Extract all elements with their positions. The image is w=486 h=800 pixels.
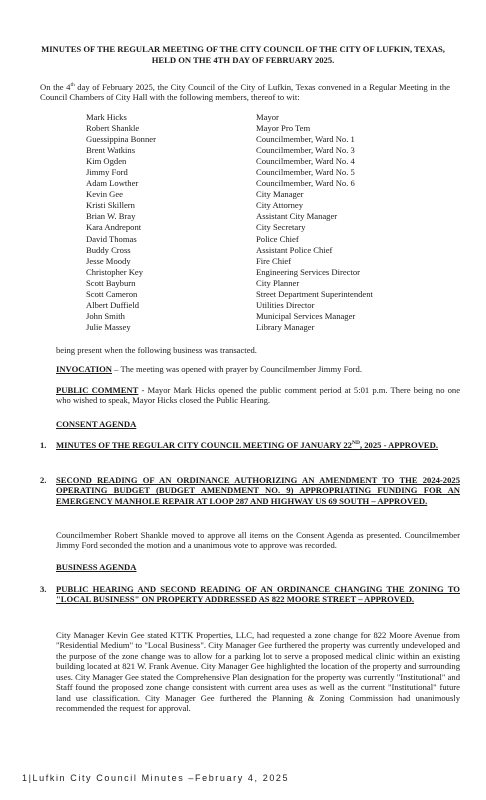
member-role: Councilmember, Ward No. 5 <box>256 167 355 178</box>
roster-row <box>86 123 466 134</box>
item-title: PUBLIC HEARING AND SECOND READING OF AN ORDINANCE CHANGING THE ZONING TO "LOCAL BUSINESS" ON PROPERTY ADDRESSED AS 822 MOORE STREET – APPROVED. <box>56 584 460 605</box>
member-name: Christopher Key <box>86 266 144 277</box>
roster-row <box>86 289 466 300</box>
item-3-discussion-paragraph: City Manager Kevin Gee stated KTTK Properties, LLC, had requested a zone change for 822 Moore Avenue from "Residential Medium" to "Local Business". City Manager Gee furthered the property was currently undeveloped and the purpose of the zone change was to allow for a parking lot to serve a proposed medical clinic within an existing building located at 821 W. Frank Avenue. City Manager Gee highlighted the location of the property and surrounding uses. City Manager Gee stated the Comprehensive Plan designation for the property was currently "Institutional" and Staff found the proposed zone change consistent with current area uses as well as the current "Institutional" future land use classification. City Manager Gee furthered the Planning & Zoning Commission had unanimously recommended the request for approval. <box>56 630 460 714</box>
roster-row <box>86 167 466 178</box>
member-role: Library Manager <box>256 321 315 332</box>
member-role: Assistant City Manager <box>256 211 338 222</box>
roster-row <box>86 156 466 167</box>
member-name: Scott Cameron <box>86 288 138 299</box>
member-role: Councilmember, Ward No. 4 <box>256 156 355 167</box>
member-name: Robert Shankle <box>86 123 140 134</box>
item-title: SECOND READING OF AN ORDINANCE AUTHORIZING AN AMENDMENT TO THE 2024-2025 OPERATING BUDGET (BUDGET AMENDMENT NO. 9) APPROPRIATING FUNDING FOR AN EMERGENCY MANHOLE REPAIR AT LOOP 287 AND HIGHWAY US 69 SOUTH – APPROVED. <box>56 475 460 506</box>
member-role: Councilmember, Ward No. 3 <box>256 145 355 156</box>
consent-agenda-heading: CONSENT AGENDA <box>56 419 137 429</box>
member-role: Utilities Director <box>256 299 315 310</box>
public-comment-label: PUBLIC COMMENT <box>56 385 139 395</box>
roster-row <box>86 300 466 311</box>
item-number: 1. <box>40 440 47 450</box>
roster-row <box>86 178 466 189</box>
roster-row <box>86 278 466 289</box>
attendance-roster <box>86 112 466 333</box>
member-name: Guessippina Bonner <box>86 134 156 145</box>
member-name: Jimmy Ford <box>86 167 128 178</box>
member-name: John Smith <box>86 310 125 321</box>
member-role: Fire Chief <box>256 255 292 266</box>
roster-row <box>86 189 466 200</box>
member-role: Assistant Police Chief <box>256 244 333 255</box>
agenda-item-1 <box>40 440 460 450</box>
member-name: Albert Duffield <box>86 299 140 310</box>
member-role: Mayor Pro Tem <box>256 123 311 134</box>
member-name: Kevin Gee <box>86 189 123 200</box>
member-name: Brent Watkins <box>86 145 136 156</box>
member-name: Kim Ogden <box>86 156 127 167</box>
member-role: City Planner <box>256 277 300 288</box>
business-agenda-heading: BUSINESS AGENDA <box>56 562 137 572</box>
agenda-item-2 <box>40 475 460 506</box>
roster-row <box>86 234 466 245</box>
member-name: Jesse Moody <box>86 255 131 266</box>
member-name: Buddy Cross <box>86 244 131 255</box>
roster-row <box>86 256 466 267</box>
member-role: City Manager <box>256 189 304 200</box>
member-name: Mark Hicks <box>86 112 127 122</box>
being-present-text: being present when the following business was transacted. <box>56 345 257 355</box>
roster-row <box>86 311 466 322</box>
minutes-title: MINUTES OF THE REGULAR MEETING OF THE CITY COUNCIL OF THE CITY OF LUFKIN, TEXAS, HELD ON THE 4TH DAY OF FEBRUARY 2025. <box>41 44 445 66</box>
item-number: 2. <box>40 475 47 485</box>
member-name: David Thomas <box>86 233 137 244</box>
public-comment-paragraph: PUBLIC COMMENT - Mayor Mark Hicks opened the public comment period at 5:01 p.m. There being no one who wished to speak, Mayor Hicks closed the Public Hearing. <box>56 385 461 406</box>
member-name: Scott Bayburn <box>86 277 136 288</box>
page-footer: 1|Lufkin City Council Minutes –February 4, 2025 <box>22 773 290 783</box>
invocation-paragraph: INVOCATION – The meeting was opened with prayer by Councilmember Jimmy Ford. <box>56 364 362 374</box>
member-name: Julie Massey <box>86 321 131 332</box>
item-number: 3. <box>40 584 47 594</box>
member-role: Municipal Services Manager <box>256 310 356 321</box>
roster-row <box>86 322 466 333</box>
roster-row <box>86 145 466 156</box>
member-role: Street Department Superintendent <box>256 288 373 299</box>
consent-motion-paragraph: Councilmember Robert Shankle moved to approve all items on the Consent Agenda as presented. Councilmember Jimmy Ford seconded the motion and a unanimous vote to approve was recorded. <box>56 530 460 551</box>
roster-row <box>86 267 466 278</box>
member-name: Kara Andrepont <box>86 222 142 233</box>
member-role: City Secretary <box>256 222 306 233</box>
invocation-label: INVOCATION <box>56 364 113 374</box>
roster-row <box>86 211 466 222</box>
member-role: Mayor <box>256 112 279 122</box>
member-role: Councilmember, Ward No. 1 <box>256 134 355 145</box>
member-name: Kristi Skillern <box>86 200 135 211</box>
roster-row <box>86 222 466 233</box>
member-role: Engineering Services Director <box>256 266 361 277</box>
roster-row <box>86 245 466 256</box>
item-title: MINUTES OF THE REGULAR CITY COUNCIL MEETING OF JANUARY 22ND, 2025 - APPROVED. <box>56 440 438 450</box>
roster-row <box>86 200 466 211</box>
member-role: City Attorney <box>256 200 304 211</box>
roster-row <box>86 134 466 145</box>
member-name: Adam Lowther <box>86 178 139 189</box>
member-name: Brian W. Bray <box>86 211 136 222</box>
roster-row <box>86 112 466 123</box>
intro-paragraph: On the 4th day of February 2025, the City Council of the City of Lufkin, Texas convened in a Regular Meeting in the Council Chambers of City Hall with the following members, thereof to wit: <box>40 82 450 103</box>
agenda-item-3 <box>40 584 460 605</box>
member-role: Police Chief <box>256 233 299 244</box>
member-role: Councilmember, Ward No. 6 <box>256 178 355 189</box>
